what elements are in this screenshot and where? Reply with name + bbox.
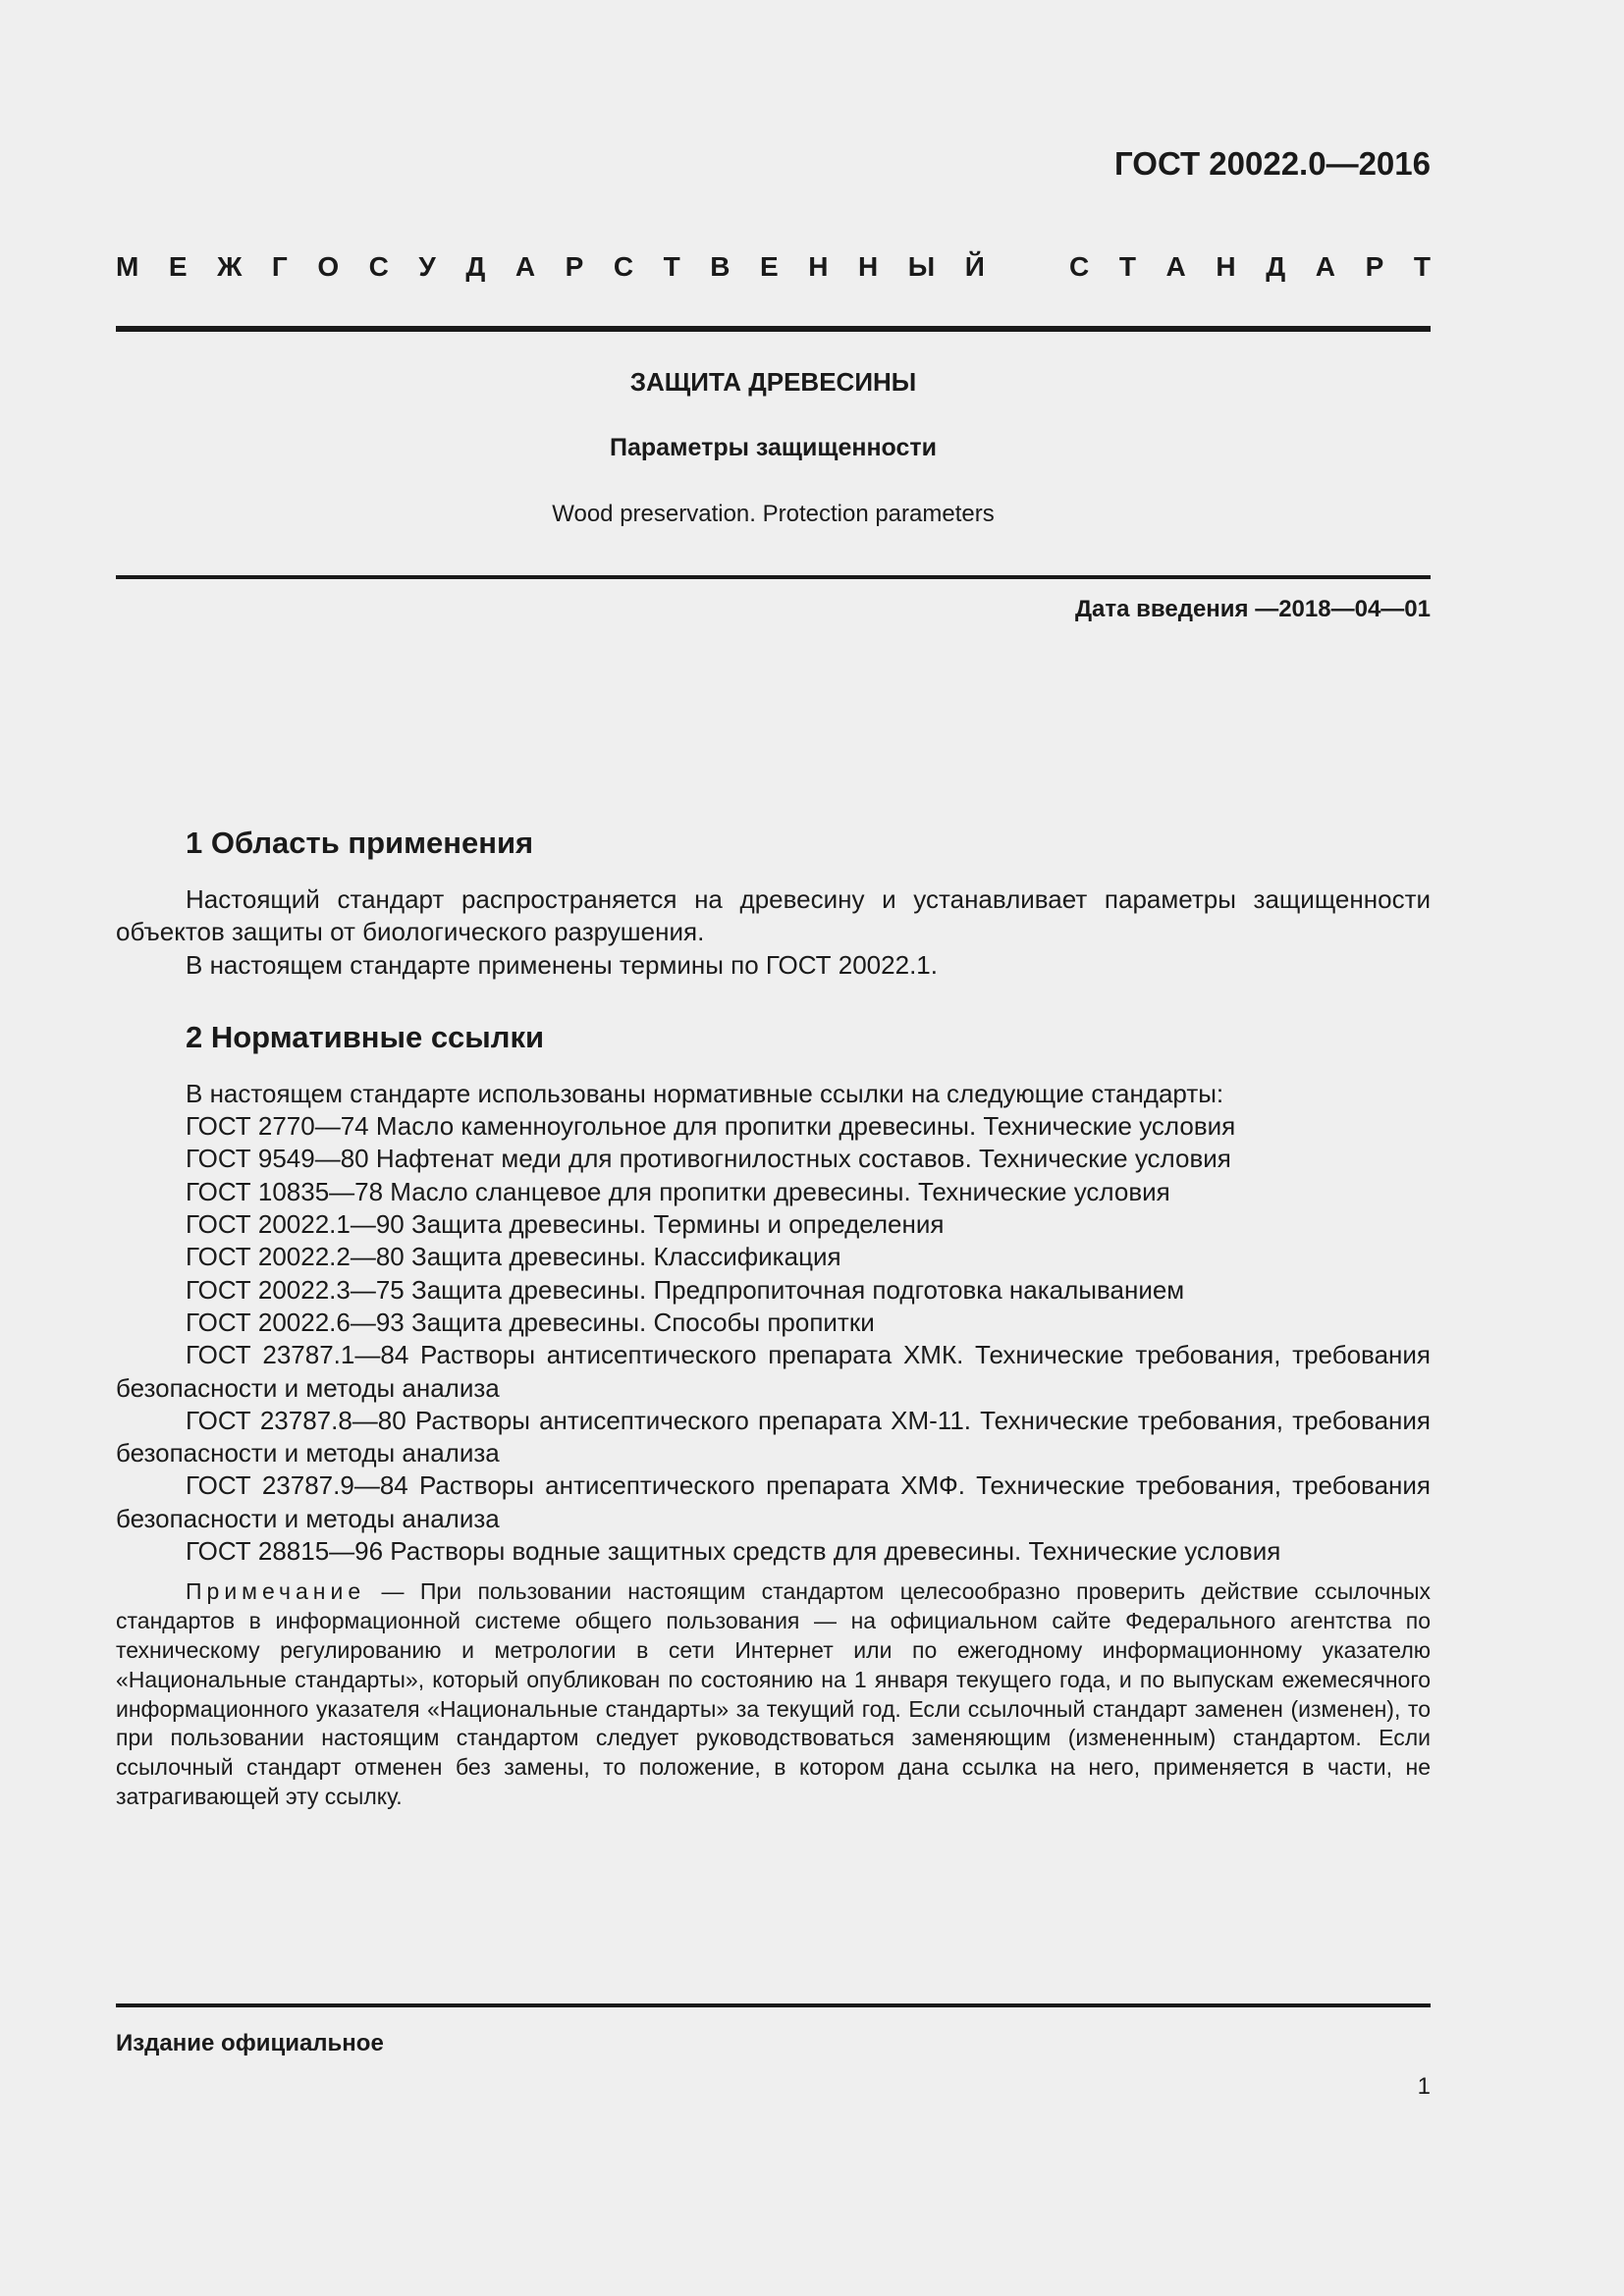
header-divider [116,326,1431,332]
section-2-heading: 2 Нормативные ссылки [186,1019,545,1054]
reference-item: ГОСТ 20022.3—75 Защита древесины. Предпропиточная подготовка накалыванием [186,1274,1185,1305]
standard-type-letter: Н [1216,251,1236,282]
references-list [116,1110,1431,1568]
reference-item: ГОСТ 20022.1—90 Защита древесины. Термины и определения [186,1209,945,1240]
reference-item: ГОСТ 20022.2—80 Защита древесины. Классификация [186,1242,841,1272]
standard-type-letter: Е [168,251,188,282]
standard-type-letter: Т [1413,251,1431,282]
note-text: — При пользовании настоящим стандартом целесообразно проверить действие ссылочных стандартов в информационной системе общего пользования — на официальном сайте Федерального агентства по техническому регулированию и метрологии в сети Интернет или по ежегодному информационному указателю «Национальные стандарты», который опубликован по состоянию на 1 января текущего года, и по выпускам ежемесячного информационного указателя «Национальные стандарты» за текущий год. Если ссылочный стандарт заменен (изменен), то при пользовании настоящим стандартом следует руководствоваться заменяющим (измененным) стандартом. Если ссылочный стандарт отменен без замены, то положение, в котором дана ссылка на него, применяется в части, не затрагивающей эту ссылку. [116,1578,1431,1809]
reference-item: ГОСТ 20022.6—93 Защита древесины. Способы пропитки [186,1307,875,1337]
standard-type-letter: А [514,251,536,282]
standard-type-letter: Ы [907,251,936,282]
standard-type-letter: Д [1266,251,1286,282]
standard-type-letter: С [613,251,634,282]
section-1-paragraph: Настоящий стандарт распространяется на древесину и устанавливает параметры защищенности объектов защиты от биологического разрушения. [116,884,1431,947]
standard-type-letter: Г [271,251,288,282]
section-1-paragraph: В настоящем стандарте применены термины по ГОСТ 20022.1. [186,949,938,980]
document-body [116,825,1431,1812]
standard-type-letter: В [710,251,731,282]
document-page [116,0,1431,2296]
standard-type-word-2 [1069,251,1431,283]
official-edition-label: Издание официальное [116,2030,384,2056]
references-intro: В настоящем стандарте использованы нормативные ссылки на следующие стандарты: [186,1078,1224,1108]
standard-type-heading [116,247,1431,287]
reference-item: ГОСТ 23787.8—80 Растворы антисептического препарата ХМ-11. Технические требования, требования безопасности и методы анализа [116,1405,1431,1468]
section-1-heading: 1 Область применения [186,826,534,860]
standard-type-letter: Ж [217,251,243,282]
references-note [116,1577,1431,1811]
note-label: Примечание [186,1578,366,1605]
standard-type-letter: А [1165,251,1186,282]
standard-type-letter: М [116,251,139,282]
reference-item: ГОСТ 10835—78 Масло сланцевое для пропитки древесины. Технические условия [186,1176,1170,1206]
standard-type-letter: Е [760,251,779,282]
standard-type-letter: С [1069,251,1090,282]
standard-type-letter: Й [964,251,985,282]
standard-type-letter: Н [857,251,879,282]
standard-type-letter: Д [465,251,486,282]
standard-type-letter: Т [663,251,680,282]
document-title-english: Wood preservation. Protection parameters [552,501,995,527]
document-title: ЗАЩИТА ДРЕВЕСИНЫ [629,367,917,397]
reference-item: ГОСТ 23787.9—84 Растворы антисептического препарата ХМФ. Технические требования, требования безопасности и методы анализа [116,1470,1431,1533]
document-subtitle: Параметры защищенности [609,434,938,461]
title-divider [116,575,1431,579]
standard-type-word-1 [116,251,985,283]
standard-type-letter: А [1315,251,1335,282]
reference-item: ГОСТ 2770—74 Масло каменноугольное для пропитки древесины. Технические условия [186,1111,1236,1142]
reference-item: ГОСТ 28815—96 Растворы водные защитных средств для древесины. Технические условия [186,1536,1281,1567]
standard-type-letter: О [317,251,340,282]
document-number: ГОСТ 20022.0—2016 [1114,145,1431,182]
introduction-date: Дата введения —2018—04—01 [1074,596,1431,622]
standard-type-letter: У [418,251,436,282]
standard-type-letter: Р [565,251,584,282]
reference-item: ГОСТ 23787.1—84 Растворы антисептического препарата ХМК. Технические требования, требования безопасности и методы анализа [116,1340,1431,1403]
page-number: 1 [1417,2073,1431,2100]
standard-type-letter: С [368,251,389,282]
standard-type-letter: Т [1118,251,1136,282]
standard-type-letter: Р [1365,251,1384,282]
reference-item: ГОСТ 9549—80 Нафтенат меди для противогнилостных составов. Технические условия [186,1144,1231,1174]
standard-type-letter: Н [808,251,829,282]
footer-divider [116,2003,1431,2007]
